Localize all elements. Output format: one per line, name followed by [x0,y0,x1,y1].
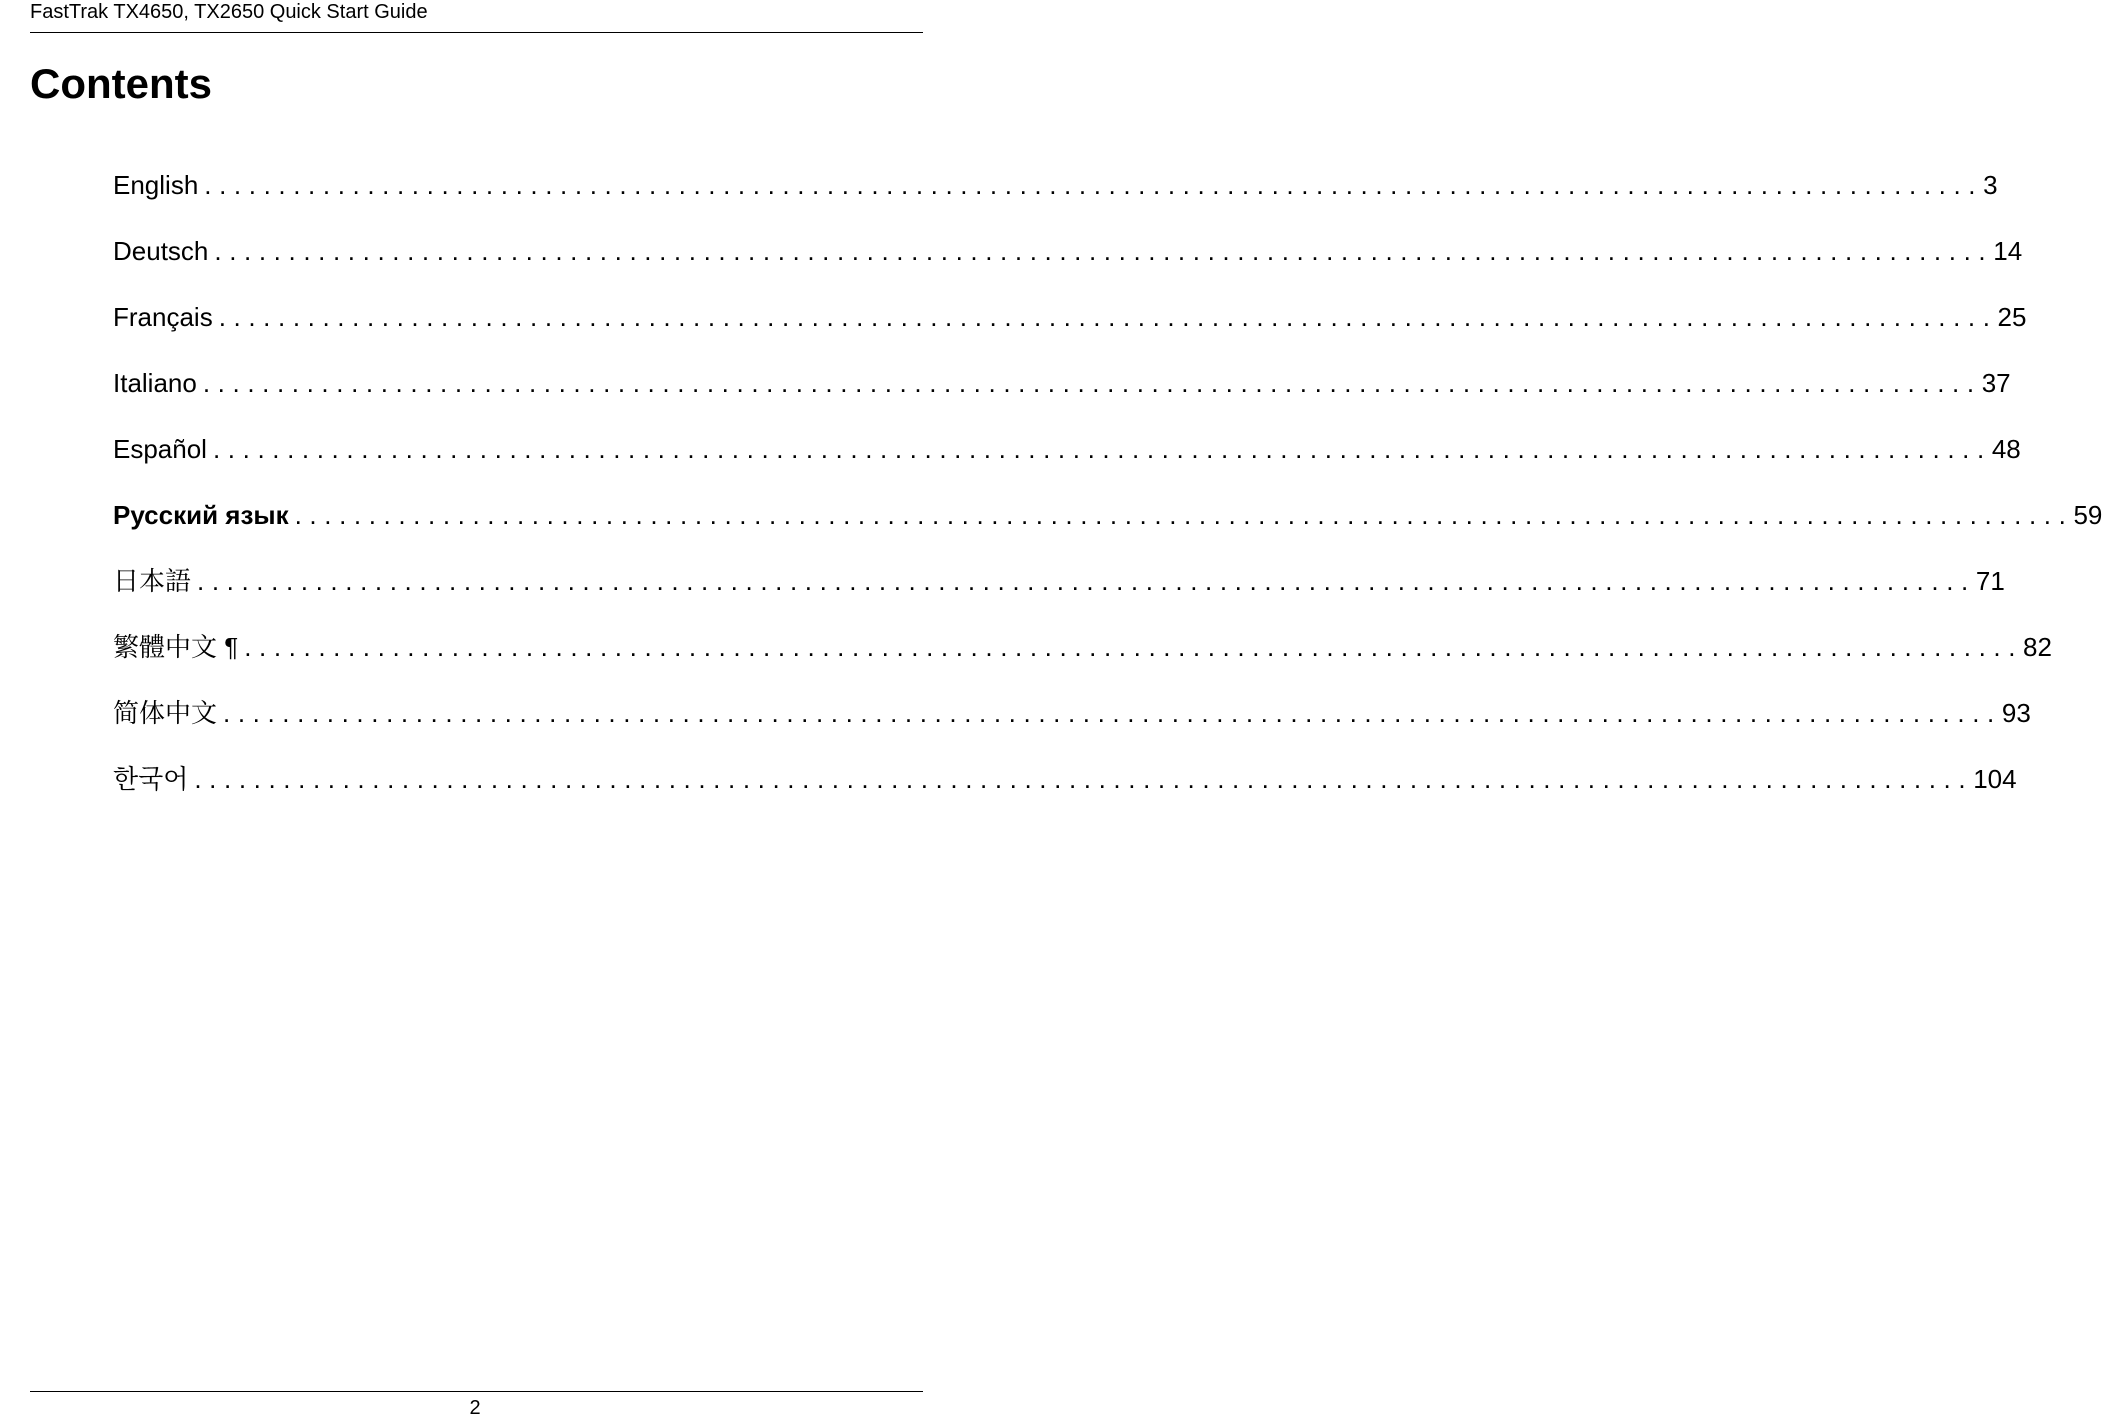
toc-entry-simplified-chinese[interactable] [113,694,2031,760]
toc-entry-page: 3 [1983,170,1998,200]
toc-dot-leader: ........................................................................................................................ [223,698,2002,728]
toc-entry-japanese[interactable] [113,562,2005,628]
toc-dot-leader: ........................................................................................................................ [204,170,1984,200]
toc-dot-leader: ........................................................................................................................ [197,566,1976,596]
toc-entry-page: 25 [1997,302,2027,332]
toc-dot-leader: ........................................................................................................................ [214,236,1994,266]
page-title: Contents [30,60,212,107]
header-divider [30,32,923,33]
toc-entry-page: 14 [1993,236,2023,266]
toc-entry-traditional-chinese[interactable] [113,628,2052,694]
toc-entry-espanol[interactable] [113,430,2021,496]
toc-entry-page: 104 [1973,764,2017,794]
table-of-contents [113,166,2102,826]
toc-dot-leader: ........................................................................................................................ [218,302,1998,332]
toc-dot-leader: ........................................................................................................................ [194,764,1974,794]
toc-entry-label: 한국어 [113,764,189,794]
toc-dot-leader: ........................................................................................................................ [244,632,2024,662]
running-header: FastTrak TX4650, TX2650 Quick Start Guide [30,1,428,23]
toc-entry-label: English [113,170,199,200]
footer-divider [30,1391,923,1392]
toc-entry-label: Русский язык [113,500,289,530]
toc-entry-label: Deutsch [113,236,209,266]
toc-dot-leader: ........................................................................................................................ [212,434,1992,464]
toc-entry-page: 48 [1991,434,2021,464]
page-number: 2 [469,1397,481,1419]
toc-entry-page: 71 [1975,566,2005,596]
toc-entry-page: 37 [1981,368,2011,398]
toc-entry-label: Français [113,302,213,332]
toc-entry-page: 82 [2023,632,2052,662]
toc-entry-deutsch[interactable] [113,232,2023,298]
toc-dot-leader: ........................................................................................................................ [294,500,2074,530]
toc-entry-label: 繁體中文 ¶ [113,632,239,662]
toc-entry-label: Italiano [113,368,197,398]
toc-entry-label: 简体中文 [113,698,218,728]
toc-entry-korean[interactable] [113,760,2017,826]
toc-entry-label: Español [113,434,207,464]
toc-entry-page: 59 [2073,500,2102,530]
toc-entry-english[interactable] [113,166,1998,232]
toc-entry-page: 93 [2001,698,2031,728]
toc-entry-label: 日本語 [113,566,192,596]
toc-entry-francais[interactable] [113,298,2027,364]
toc-entry-russian[interactable] [113,496,2102,562]
toc-entry-italiano[interactable] [113,364,2011,430]
toc-dot-leader: ........................................................................................................................ [202,368,1982,398]
